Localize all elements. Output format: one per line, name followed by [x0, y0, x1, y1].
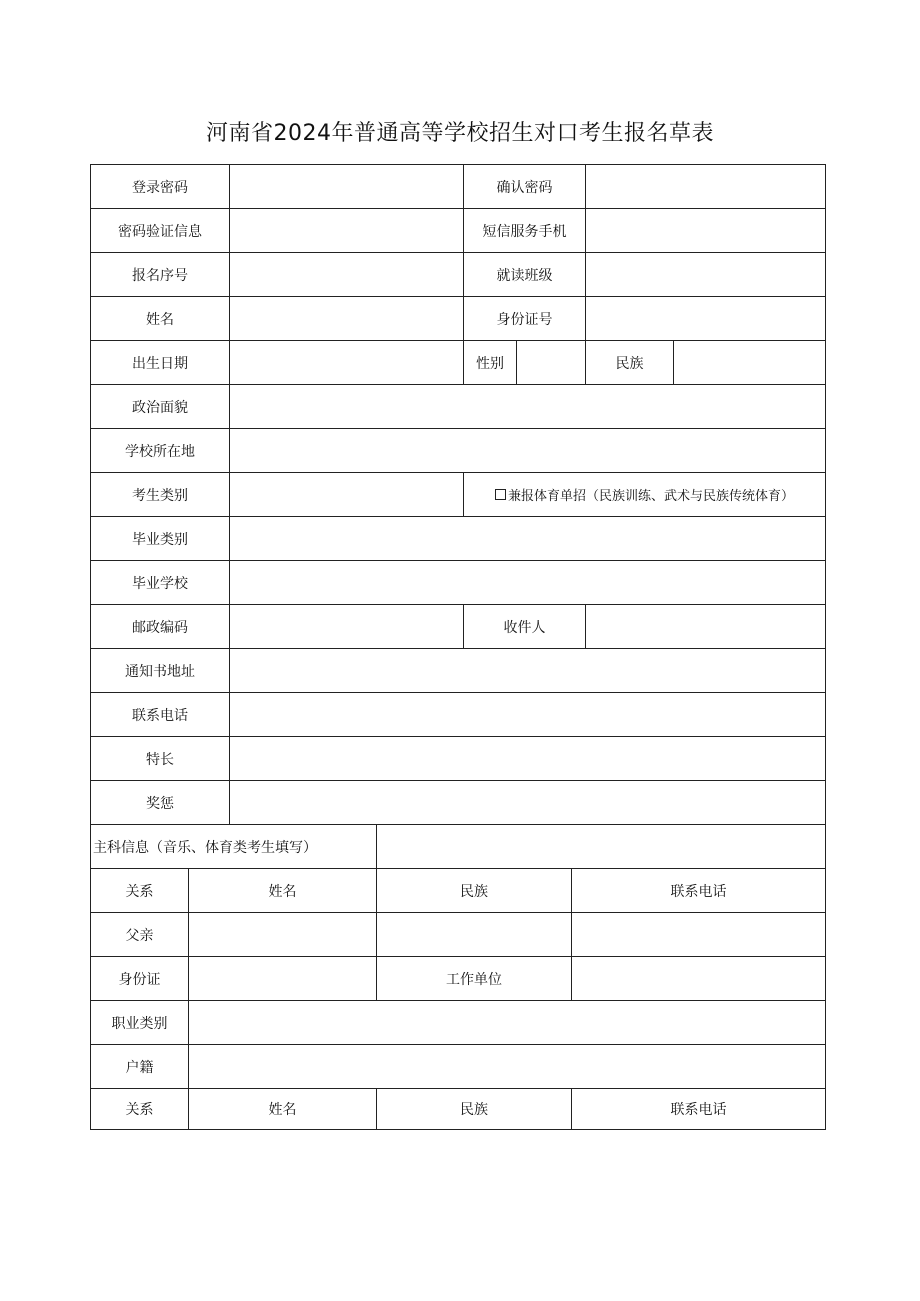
- class-label: 就读班级: [464, 253, 586, 297]
- school-location-label: 学校所在地: [91, 429, 230, 473]
- father-name-field[interactable]: [189, 913, 377, 957]
- contact-phone-field[interactable]: [230, 693, 826, 737]
- notice-address-label: 通知书地址: [91, 649, 230, 693]
- school-location-field[interactable]: [230, 429, 826, 473]
- confirm-password-label: 确认密码: [464, 165, 586, 209]
- family-header2-name: 姓名: [189, 1089, 377, 1130]
- main-subject-label: 主科信息（音乐、体育类考生填写）: [91, 825, 377, 869]
- recipient-field[interactable]: [586, 605, 826, 649]
- checkbox-icon[interactable]: [495, 489, 506, 500]
- occupation-field[interactable]: [189, 1001, 826, 1045]
- family-header-name: 姓名: [189, 869, 377, 913]
- gender-field[interactable]: [517, 341, 586, 385]
- grad-type-field[interactable]: [230, 517, 826, 561]
- family-header-phone: 联系电话: [572, 869, 826, 913]
- rewards-label: 奖惩: [91, 781, 230, 825]
- workplace-field[interactable]: [572, 957, 826, 1001]
- family-header2-phone: 联系电话: [572, 1089, 826, 1130]
- candidate-type-field[interactable]: [230, 473, 464, 517]
- father-id-field[interactable]: [189, 957, 377, 1001]
- birth-date-field[interactable]: [230, 341, 464, 385]
- father-ethnicity-field[interactable]: [377, 913, 572, 957]
- grad-type-label: 毕业类别: [91, 517, 230, 561]
- grad-school-field[interactable]: [230, 561, 826, 605]
- notice-address-field[interactable]: [230, 649, 826, 693]
- father-phone-field[interactable]: [572, 913, 826, 957]
- contact-phone-label: 联系电话: [91, 693, 230, 737]
- ethnicity-field[interactable]: [674, 341, 826, 385]
- rewards-field[interactable]: [230, 781, 826, 825]
- gender-label: 性别: [464, 341, 517, 385]
- sms-phone-field[interactable]: [586, 209, 826, 253]
- postal-code-field[interactable]: [230, 605, 464, 649]
- class-field[interactable]: [586, 253, 826, 297]
- login-password-field[interactable]: [230, 165, 464, 209]
- political-status-label: 政治面貌: [91, 385, 230, 429]
- confirm-password-field[interactable]: [586, 165, 826, 209]
- ethnicity-label: 民族: [586, 341, 674, 385]
- grad-school-label: 毕业学校: [91, 561, 230, 605]
- recipient-label: 收件人: [464, 605, 586, 649]
- political-status-field[interactable]: [230, 385, 826, 429]
- occupation-label: 职业类别: [91, 1001, 189, 1045]
- id-number-label: 身份证号: [464, 297, 586, 341]
- father-id-label: 身份证: [91, 957, 189, 1001]
- birth-date-label: 出生日期: [91, 341, 230, 385]
- specialty-field[interactable]: [230, 737, 826, 781]
- household-field[interactable]: [189, 1045, 826, 1089]
- name-label: 姓名: [91, 297, 230, 341]
- reg-number-label: 报名序号: [91, 253, 230, 297]
- family-header-relation: 关系: [91, 869, 189, 913]
- password-verify-label: 密码验证信息: [91, 209, 230, 253]
- family-header2-ethnicity: 民族: [377, 1089, 572, 1130]
- sports-option-cell: [464, 473, 826, 517]
- login-password-label: 登录密码: [91, 165, 230, 209]
- password-verify-field[interactable]: [230, 209, 464, 253]
- workplace-label: 工作单位: [377, 957, 572, 1001]
- family-header-ethnicity: 民族: [377, 869, 572, 913]
- registration-form: [90, 164, 826, 1130]
- sms-phone-label: 短信服务手机: [464, 209, 586, 253]
- page-title: 河南省2024年普通高等学校招生对口考生报名草表: [206, 121, 714, 146]
- father-label: 父亲: [91, 913, 189, 957]
- reg-number-field[interactable]: [230, 253, 464, 297]
- candidate-type-label: 考生类别: [91, 473, 230, 517]
- sports-option-label: 兼报体育单招（民族训练、武术与民族传统体育）: [507, 489, 794, 504]
- specialty-label: 特长: [91, 737, 230, 781]
- household-label: 户籍: [91, 1045, 189, 1089]
- name-field[interactable]: [230, 297, 464, 341]
- id-number-field[interactable]: [586, 297, 826, 341]
- postal-code-label: 邮政编码: [91, 605, 230, 649]
- sports-option-checkbox[interactable]: [495, 485, 794, 504]
- main-subject-field[interactable]: [377, 825, 826, 869]
- family-header2-relation: 关系: [91, 1089, 189, 1130]
